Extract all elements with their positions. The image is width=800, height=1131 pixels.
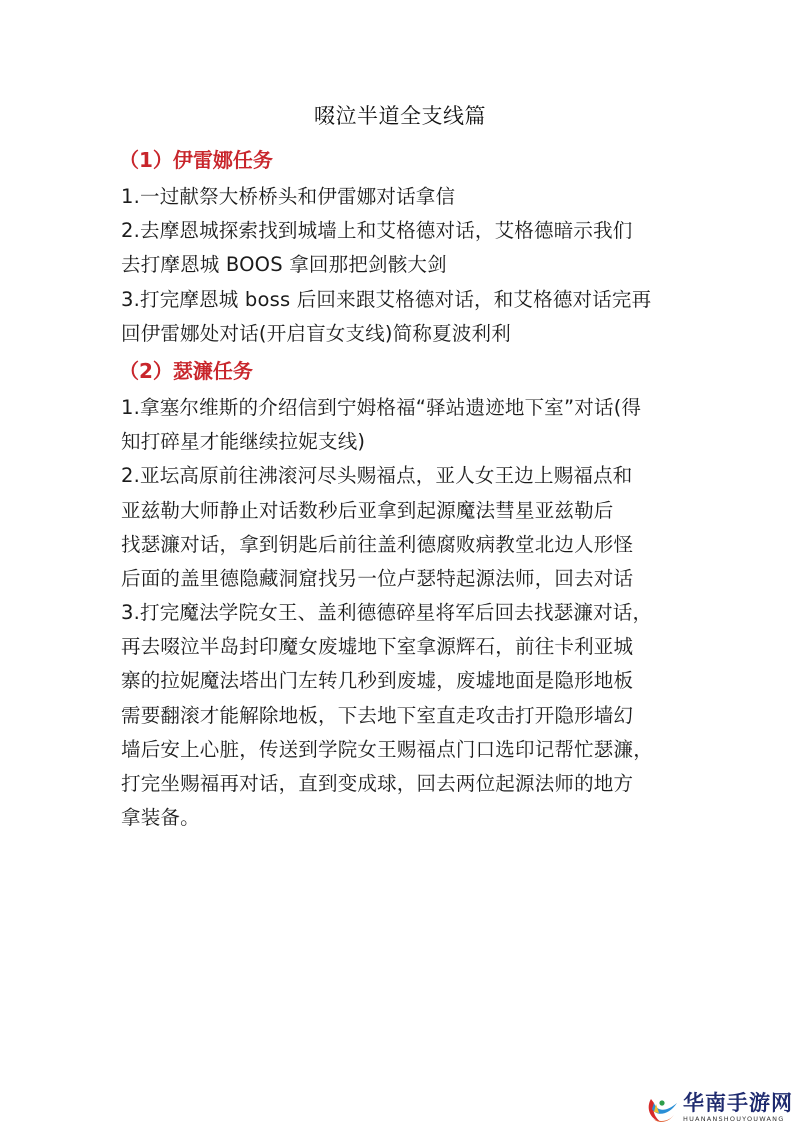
text-line: 找瑟濂对话，拿到钥匙后前往盖利德腐败病教堂北边人形怪 [121, 532, 634, 556]
section-irina-quest [121, 140, 691, 351]
text-line: 回伊雷娜处对话(开启盲女支线)简称夏波利利 [121, 321, 511, 345]
watermark-name: 华南手游网 [683, 1091, 793, 1115]
document-title: 啜泣半道全支线篇 [314, 104, 486, 128]
section-heading: （1）伊雷娜任务 [119, 148, 273, 172]
text-line: 去打摩恩城 BOOS 拿回那把剑骸大剑 [121, 253, 447, 277]
text-line: 1.一过献祭大桥桥头和伊雷娜对话拿信 [121, 185, 456, 208]
text-line: 寨的拉妮魔法塔出门左转几秒到废墟，废墟地面是隐形地板 [121, 669, 634, 693]
section-heading: （2）瑟濂任务 [119, 358, 253, 383]
text-line: 2.去摩恩城探索找到城墙上和艾格德对话，艾格德暗示我们 [121, 219, 633, 243]
text-line: 3.打完摩恩城 boss 后回来跟艾格德对话，和艾格德对话完再 [121, 287, 652, 311]
text-line: 1.拿塞尔维斯的介绍信到宁姆格福“驿站遗迹地下室”对话(得 [121, 395, 642, 419]
text-line: 后面的盖里德隐藏洞窟找另一位卢瑟特起源法师，回去对话 [121, 566, 634, 590]
text-line: 知打碎星才能继续拉妮支线) [121, 430, 366, 454]
text-line: 3.打完魔法学院女王、盖利德德碎星将军后回去找瑟濂对话， [121, 601, 653, 625]
watermark [645, 1088, 795, 1128]
text-line: 亚兹勒大师静止对话数秒后亚拿到起源魔法彗星亚兹勒后 [121, 498, 614, 522]
text-line: 墙后安上心脏，传送到学院女王赐福点门口选印记帮忙瑟濂， [121, 737, 653, 761]
text-line: 打完坐赐福再对话，直到变成球，回去两位起源法师的地方 [121, 772, 634, 795]
text-line: 拿装备。 [121, 806, 200, 830]
text-line: 需要翻滚才能解除地板，下去地下室直走攻击打开隐形墙幻 [121, 703, 634, 727]
section-sellen-quest [121, 351, 691, 835]
text-line: 再去啜泣半岛封印魔女废墟地下室拿源辉石，前往卡利亚城 [121, 635, 634, 659]
text-line: 2.亚坛高原前往沸滚河尽头赐福点，亚人女王边上赐福点和 [121, 464, 633, 488]
swoosh-logo-icon [645, 1091, 679, 1125]
document-body [121, 140, 691, 835]
watermark-pinyin: HUANANSHOUYOUWANG [683, 1115, 785, 1123]
